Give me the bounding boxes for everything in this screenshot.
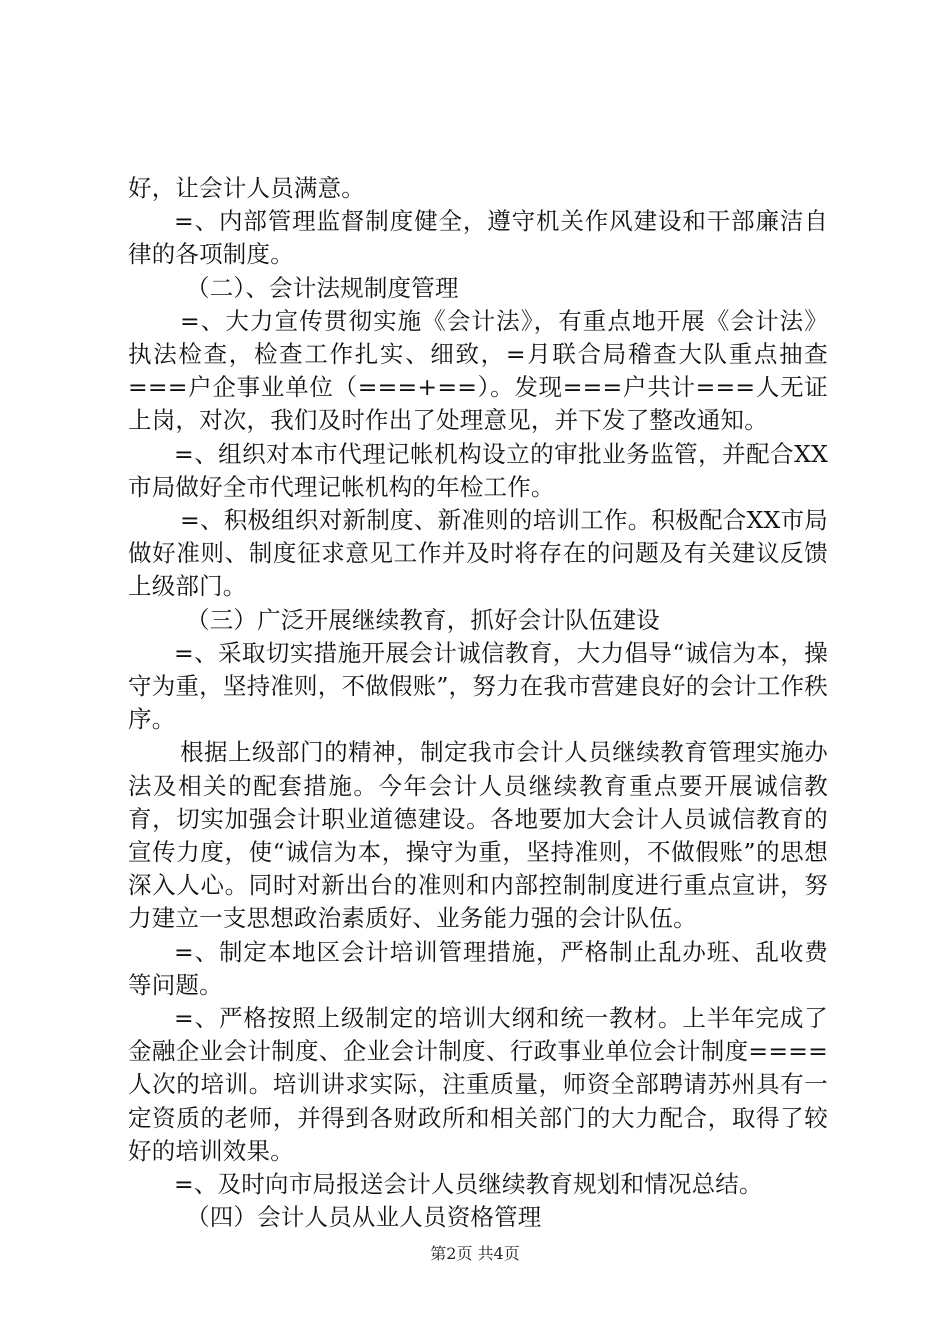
paragraph: 好，让会计人员满意。 bbox=[128, 174, 365, 202]
paragraph: =、积极组织对新制度、新准则的培训工作。积极配合XX市局做好准则、制度征求意见工作并及时将存在的问题及有关建议反馈上级部门。 bbox=[128, 506, 828, 601]
page-footer bbox=[0, 1243, 950, 1265]
paragraph: =、大力宣传贯彻实施《会计法》，有重点地开展《会计法》执法检查，检查工作扎实、细致，=月联合局稽查大队重点抽查===户企事业单位（===+==）。发现===户共计===人无证上岗，对次，我们及时作出了处理意见，并下发了整改通知。 bbox=[128, 306, 828, 435]
document-body bbox=[128, 172, 828, 1235]
section-heading: （三）广泛开展继续教育，抓好会计队伍建设 bbox=[186, 605, 660, 634]
page-number-label: 第2页 共4页 bbox=[430, 1244, 520, 1263]
paragraph: =、及时向市局报送会计人员继续教育规划和情况总结。 bbox=[174, 1170, 763, 1199]
section-heading: （四）会计人员从业人员资格管理 bbox=[186, 1203, 542, 1232]
paragraph: =、内部管理监督制度健全，遵守机关作风建设和干部廉洁自律的各项制度。 bbox=[128, 207, 828, 269]
paragraph: 根据上级部门的精神，制定我市会计人员继续教育管理实施办法及相关的配套措施。今年会计人员继续教育重点要开展诚信教育，切实加强会计职业道德建设。各地要加大会计人员诚信教育的宣传力度，使“诚信为本，操守为重，坚持准则，不做假账”的思想深入人心。同时对新出台的准则和内部控制制度进行重点宣讲，努力建立一支思想政治素质好、业务能力强的会计队伍。 bbox=[128, 738, 828, 933]
paragraph: =、制定本地区会计培训管理措施，严格制止乱办班、乱收费等问题。 bbox=[128, 937, 828, 999]
section-heading: （二）、会计法规制度管理 bbox=[186, 273, 459, 302]
paragraph: =、组织对本市代理记帐机构设立的审批业务监管，并配合XX市局做好全市代理记帐机构的年检工作。 bbox=[128, 439, 828, 501]
paragraph: =、严格按照上级制定的培训大纲和统一教材。上半年完成了金融企业会计制度、企业会计制度、行政事业单位会计制度====人次的培训。培训讲求实际，注重质量，师资全部聘请苏州具有一定资质的老师，并得到各财政所和相关部门的大力配合，取得了较好的培训效果。 bbox=[128, 1004, 828, 1165]
paragraph: =、采取切实措施开展会计诚信教育，大力倡导“诚信为本，操守为重，坚持准则，不做假账”，努力在我市营建良好的会计工作秩序。 bbox=[128, 638, 828, 734]
